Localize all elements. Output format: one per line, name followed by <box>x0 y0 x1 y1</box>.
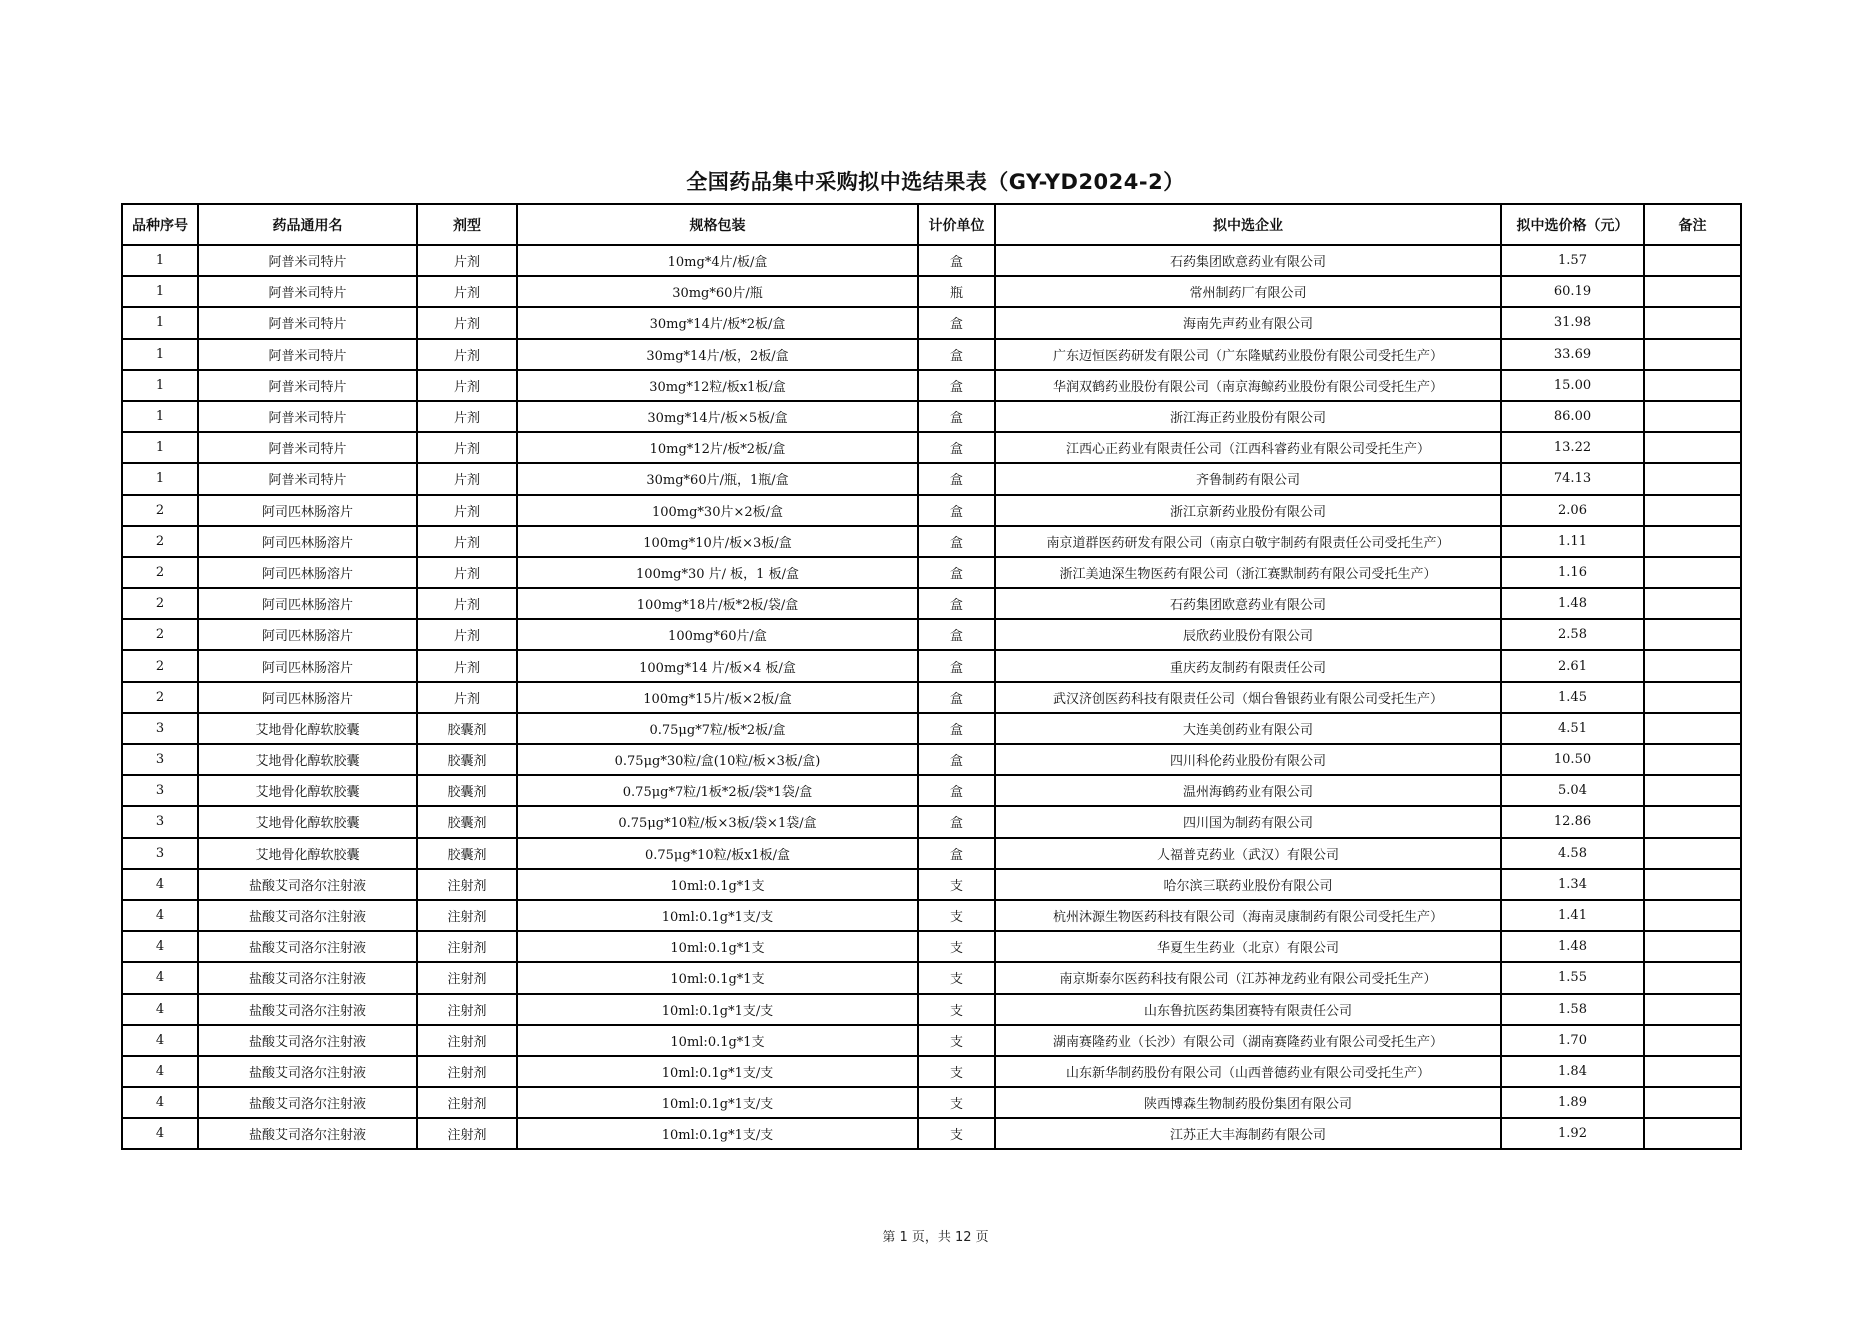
table-row <box>122 744 1741 775</box>
cell-name: 阿司匹林肠溶片 <box>198 495 417 526</box>
cell-company: 浙江京新药业股份有限公司 <box>995 495 1501 526</box>
cell-name: 盐酸艾司洛尔注射液 <box>198 900 417 931</box>
cell-unit: 盒 <box>918 650 995 681</box>
cell-name: 盐酸艾司洛尔注射液 <box>198 1118 417 1149</box>
cell-remark <box>1644 526 1741 557</box>
cell-form: 片剂 <box>417 245 517 276</box>
cell-unit: 盒 <box>918 370 995 401</box>
cell-unit: 盒 <box>918 526 995 557</box>
cell-unit: 盒 <box>918 775 995 806</box>
cell-price: 10.50 <box>1501 744 1644 775</box>
col-header-form: 剂型 <box>417 204 517 245</box>
cell-no: 1 <box>122 307 198 338</box>
cell-spec: 100mg*14 片/板×4 板/盒 <box>517 650 918 681</box>
table-row <box>122 557 1741 588</box>
table-row <box>122 650 1741 681</box>
cell-remark <box>1644 276 1741 307</box>
col-header-price: 拟中选价格（元） <box>1501 204 1644 245</box>
cell-remark <box>1644 1056 1741 1087</box>
cell-company: 齐鲁制药有限公司 <box>995 463 1501 494</box>
cell-name: 艾地骨化醇软胶囊 <box>198 838 417 869</box>
cell-name: 盐酸艾司洛尔注射液 <box>198 869 417 900</box>
cell-no: 4 <box>122 1087 198 1118</box>
cell-form: 胶囊剂 <box>417 806 517 837</box>
cell-spec: 0.75μg*10粒/板×3板/袋×1袋/盒 <box>517 806 918 837</box>
cell-price: 1.58 <box>1501 994 1644 1025</box>
cell-spec: 100mg*10片/板×3板/盒 <box>517 526 918 557</box>
cell-spec: 10ml:0.1g*1支/支 <box>517 994 918 1025</box>
cell-no: 3 <box>122 838 198 869</box>
cell-form: 片剂 <box>417 557 517 588</box>
cell-name: 阿司匹林肠溶片 <box>198 557 417 588</box>
cell-price: 2.06 <box>1501 495 1644 526</box>
cell-form: 片剂 <box>417 526 517 557</box>
cell-remark <box>1644 931 1741 962</box>
cell-no: 3 <box>122 744 198 775</box>
page-indicator: 第 1 页，共 12 页 <box>882 1230 989 1245</box>
cell-form: 注射剂 <box>417 1087 517 1118</box>
cell-unit: 支 <box>918 962 995 993</box>
cell-unit: 盒 <box>918 713 995 744</box>
cell-company: 浙江美迪深生物医药有限公司（浙江赛默制药有限公司受托生产） <box>995 557 1501 588</box>
cell-spec: 10ml:0.1g*1支 <box>517 962 918 993</box>
results-table <box>121 203 1742 1150</box>
table-row <box>122 806 1741 837</box>
table-row <box>122 588 1741 619</box>
cell-unit: 盒 <box>918 744 995 775</box>
cell-name: 艾地骨化醇软胶囊 <box>198 775 417 806</box>
cell-remark <box>1644 900 1741 931</box>
cell-unit: 支 <box>918 1025 995 1056</box>
cell-form: 注射剂 <box>417 1118 517 1149</box>
cell-name: 阿普米司特片 <box>198 370 417 401</box>
table-row <box>122 276 1741 307</box>
cell-no: 4 <box>122 1056 198 1087</box>
table-row <box>122 526 1741 557</box>
cell-no: 4 <box>122 900 198 931</box>
col-header-remark: 备注 <box>1644 204 1741 245</box>
cell-no: 4 <box>122 1118 198 1149</box>
cell-no: 4 <box>122 994 198 1025</box>
cell-price: 1.89 <box>1501 1087 1644 1118</box>
table-row <box>122 1025 1741 1056</box>
cell-spec: 10ml:0.1g*1支 <box>517 869 918 900</box>
cell-form: 注射剂 <box>417 869 517 900</box>
cell-unit: 盒 <box>918 339 995 370</box>
cell-spec: 30mg*60片/瓶 <box>517 276 918 307</box>
cell-no: 2 <box>122 650 198 681</box>
cell-form: 注射剂 <box>417 1056 517 1087</box>
cell-name: 盐酸艾司洛尔注射液 <box>198 962 417 993</box>
cell-company: 重庆药友制药有限责任公司 <box>995 650 1501 681</box>
cell-form: 片剂 <box>417 276 517 307</box>
table-row <box>122 1056 1741 1087</box>
cell-company: 四川科伦药业股份有限公司 <box>995 744 1501 775</box>
cell-name: 艾地骨化醇软胶囊 <box>198 806 417 837</box>
cell-remark <box>1644 1025 1741 1056</box>
cell-form: 注射剂 <box>417 994 517 1025</box>
cell-price: 13.22 <box>1501 432 1644 463</box>
cell-name: 盐酸艾司洛尔注射液 <box>198 1056 417 1087</box>
cell-no: 2 <box>122 682 198 713</box>
cell-no: 4 <box>122 962 198 993</box>
cell-remark <box>1644 370 1741 401</box>
cell-company: 广东迈恒医药研发有限公司（广东隆赋药业股份有限公司受托生产） <box>995 339 1501 370</box>
cell-price: 1.92 <box>1501 1118 1644 1149</box>
cell-name: 阿普米司特片 <box>198 401 417 432</box>
cell-form: 片剂 <box>417 463 517 494</box>
cell-remark <box>1644 245 1741 276</box>
cell-name: 盐酸艾司洛尔注射液 <box>198 931 417 962</box>
cell-remark <box>1644 650 1741 681</box>
cell-remark <box>1644 401 1741 432</box>
cell-unit: 瓶 <box>918 276 995 307</box>
cell-unit: 盒 <box>918 806 995 837</box>
cell-remark <box>1644 495 1741 526</box>
cell-name: 阿普米司特片 <box>198 276 417 307</box>
cell-name: 阿司匹林肠溶片 <box>198 650 417 681</box>
cell-company: 华润双鹤药业股份有限公司（南京海鲸药业股份有限公司受托生产） <box>995 370 1501 401</box>
cell-no: 2 <box>122 526 198 557</box>
col-header-spec: 规格包装 <box>517 204 918 245</box>
cell-unit: 盒 <box>918 557 995 588</box>
cell-unit: 盒 <box>918 495 995 526</box>
cell-no: 1 <box>122 276 198 307</box>
table-row <box>122 1118 1741 1149</box>
cell-form: 注射剂 <box>417 1025 517 1056</box>
cell-spec: 30mg*60片/瓶，1瓶/盒 <box>517 463 918 494</box>
cell-remark <box>1644 775 1741 806</box>
cell-remark <box>1644 432 1741 463</box>
cell-remark <box>1644 962 1741 993</box>
table-row <box>122 401 1741 432</box>
col-header-company: 拟中选企业 <box>995 204 1501 245</box>
table-row <box>122 245 1741 276</box>
cell-unit: 支 <box>918 900 995 931</box>
cell-no: 4 <box>122 931 198 962</box>
cell-company: 江西心正药业有限责任公司（江西科睿药业有限公司受托生产） <box>995 432 1501 463</box>
cell-remark <box>1644 744 1741 775</box>
cell-price: 2.58 <box>1501 619 1644 650</box>
cell-no: 1 <box>122 463 198 494</box>
cell-remark <box>1644 307 1741 338</box>
cell-price: 12.86 <box>1501 806 1644 837</box>
cell-price: 74.13 <box>1501 463 1644 494</box>
cell-no: 2 <box>122 619 198 650</box>
cell-company: 石药集团欧意药业有限公司 <box>995 588 1501 619</box>
cell-company: 南京道群医药研发有限公司（南京白敬宇制药有限责任公司受托生产） <box>995 526 1501 557</box>
table-row <box>122 713 1741 744</box>
cell-name: 阿普米司特片 <box>198 245 417 276</box>
table-row <box>122 900 1741 931</box>
cell-spec: 10ml:0.1g*1支/支 <box>517 1056 918 1087</box>
cell-price: 33.69 <box>1501 339 1644 370</box>
header-row <box>122 204 1741 245</box>
table-row <box>122 463 1741 494</box>
cell-price: 1.41 <box>1501 900 1644 931</box>
cell-remark <box>1644 994 1741 1025</box>
cell-price: 4.58 <box>1501 838 1644 869</box>
cell-price: 1.45 <box>1501 682 1644 713</box>
cell-spec: 10ml:0.1g*1支 <box>517 931 918 962</box>
cell-name: 艾地骨化醇软胶囊 <box>198 713 417 744</box>
cell-no: 2 <box>122 495 198 526</box>
cell-spec: 10ml:0.1g*1支/支 <box>517 900 918 931</box>
table-row <box>122 994 1741 1025</box>
cell-price: 1.55 <box>1501 962 1644 993</box>
cell-price: 2.61 <box>1501 650 1644 681</box>
cell-price: 1.48 <box>1501 931 1644 962</box>
col-header-unit: 计价单位 <box>918 204 995 245</box>
cell-remark <box>1644 682 1741 713</box>
document-title: 全国药品集中采购拟中选结果表（GY-YD2024-2） <box>686 170 1185 194</box>
cell-company: 陕西博森生物制药股份集团有限公司 <box>995 1087 1501 1118</box>
cell-form: 胶囊剂 <box>417 775 517 806</box>
cell-remark <box>1644 619 1741 650</box>
cell-unit: 支 <box>918 994 995 1025</box>
cell-company: 山东鲁抗医药集团赛特有限责任公司 <box>995 994 1501 1025</box>
cell-name: 阿司匹林肠溶片 <box>198 526 417 557</box>
cell-remark <box>1644 806 1741 837</box>
table-row <box>122 307 1741 338</box>
cell-spec: 30mg*14片/板*2板/盒 <box>517 307 918 338</box>
cell-spec: 0.75μg*30粒/盒(10粒/板×3板/盒) <box>517 744 918 775</box>
cell-company: 海南先声药业有限公司 <box>995 307 1501 338</box>
cell-form: 片剂 <box>417 619 517 650</box>
table-row <box>122 432 1741 463</box>
cell-company: 浙江海正药业股份有限公司 <box>995 401 1501 432</box>
cell-name: 盐酸艾司洛尔注射液 <box>198 994 417 1025</box>
cell-company: 温州海鹤药业有限公司 <box>995 775 1501 806</box>
cell-form: 片剂 <box>417 682 517 713</box>
cell-remark <box>1644 713 1741 744</box>
cell-form: 注射剂 <box>417 962 517 993</box>
cell-remark <box>1644 1118 1741 1149</box>
cell-company: 山东新华制药股份有限公司（山西普德药业有限公司受托生产） <box>995 1056 1501 1087</box>
cell-spec: 10mg*4片/板/盒 <box>517 245 918 276</box>
cell-company: 石药集团欧意药业有限公司 <box>995 245 1501 276</box>
cell-price: 1.48 <box>1501 588 1644 619</box>
cell-company: 大连美创药业有限公司 <box>995 713 1501 744</box>
cell-unit: 盒 <box>918 463 995 494</box>
cell-name: 阿司匹林肠溶片 <box>198 682 417 713</box>
table-row <box>122 838 1741 869</box>
cell-form: 胶囊剂 <box>417 838 517 869</box>
cell-price: 4.51 <box>1501 713 1644 744</box>
cell-price: 86.00 <box>1501 401 1644 432</box>
cell-form: 片剂 <box>417 307 517 338</box>
cell-form: 片剂 <box>417 339 517 370</box>
cell-spec: 10ml:0.1g*1支/支 <box>517 1118 918 1149</box>
cell-unit: 支 <box>918 1056 995 1087</box>
cell-name: 阿司匹林肠溶片 <box>198 588 417 619</box>
cell-spec: 30mg*12粒/板x1板/盒 <box>517 370 918 401</box>
cell-price: 60.19 <box>1501 276 1644 307</box>
cell-spec: 30mg*14片/板×5板/盒 <box>517 401 918 432</box>
cell-company: 四川国为制药有限公司 <box>995 806 1501 837</box>
cell-company: 江苏正大丰海制药有限公司 <box>995 1118 1501 1149</box>
cell-company: 杭州沐源生物医药科技有限公司（海南灵康制药有限公司受托生产） <box>995 900 1501 931</box>
cell-unit: 盒 <box>918 307 995 338</box>
cell-spec: 100mg*30 片/ 板，1 板/盒 <box>517 557 918 588</box>
cell-form: 片剂 <box>417 650 517 681</box>
cell-price: 5.04 <box>1501 775 1644 806</box>
cell-price: 1.70 <box>1501 1025 1644 1056</box>
cell-name: 阿普米司特片 <box>198 463 417 494</box>
cell-form: 片剂 <box>417 495 517 526</box>
cell-spec: 0.75μg*7粒/1板*2板/袋*1袋/盒 <box>517 775 918 806</box>
table-body <box>122 245 1741 1149</box>
table-row <box>122 495 1741 526</box>
cell-no: 1 <box>122 245 198 276</box>
cell-company: 武汉济创医药科技有限责任公司（烟台鲁银药业有限公司受托生产） <box>995 682 1501 713</box>
cell-spec: 0.75μg*10粒/板x1板/盒 <box>517 838 918 869</box>
cell-no: 2 <box>122 557 198 588</box>
cell-form: 片剂 <box>417 401 517 432</box>
cell-remark <box>1644 1087 1741 1118</box>
cell-no: 1 <box>122 432 198 463</box>
cell-spec: 30mg*14片/板，2板/盒 <box>517 339 918 370</box>
table-row <box>122 1087 1741 1118</box>
cell-form: 片剂 <box>417 370 517 401</box>
table-row <box>122 619 1741 650</box>
cell-form: 注射剂 <box>417 931 517 962</box>
cell-form: 胶囊剂 <box>417 713 517 744</box>
cell-company: 哈尔滨三联药业股份有限公司 <box>995 869 1501 900</box>
cell-no: 1 <box>122 339 198 370</box>
cell-spec: 0.75μg*7粒/板*2板/盒 <box>517 713 918 744</box>
cell-price: 1.16 <box>1501 557 1644 588</box>
cell-company: 湖南赛隆药业（长沙）有限公司（湖南赛隆药业有限公司受托生产） <box>995 1025 1501 1056</box>
table-row <box>122 931 1741 962</box>
cell-spec: 100mg*30片×2板/盒 <box>517 495 918 526</box>
table-row <box>122 869 1741 900</box>
cell-price: 1.84 <box>1501 1056 1644 1087</box>
table-row <box>122 962 1741 993</box>
table-row <box>122 339 1741 370</box>
cell-no: 1 <box>122 370 198 401</box>
cell-remark <box>1644 557 1741 588</box>
cell-form: 片剂 <box>417 588 517 619</box>
cell-remark <box>1644 463 1741 494</box>
cell-name: 阿普米司特片 <box>198 307 417 338</box>
cell-form: 胶囊剂 <box>417 744 517 775</box>
cell-company: 常州制药厂有限公司 <box>995 276 1501 307</box>
col-header-name: 药品通用名 <box>198 204 417 245</box>
cell-no: 1 <box>122 401 198 432</box>
cell-name: 阿普米司特片 <box>198 339 417 370</box>
cell-name: 盐酸艾司洛尔注射液 <box>198 1025 417 1056</box>
cell-unit: 支 <box>918 869 995 900</box>
col-header-no: 品种序号 <box>122 204 198 245</box>
cell-company: 人福普克药业（武汉）有限公司 <box>995 838 1501 869</box>
cell-price: 1.11 <box>1501 526 1644 557</box>
cell-price: 1.57 <box>1501 245 1644 276</box>
table-row <box>122 370 1741 401</box>
cell-unit: 盒 <box>918 682 995 713</box>
cell-name: 艾地骨化醇软胶囊 <box>198 744 417 775</box>
cell-spec: 10mg*12片/板*2板/盒 <box>517 432 918 463</box>
cell-company: 华夏生生药业（北京）有限公司 <box>995 931 1501 962</box>
cell-no: 4 <box>122 869 198 900</box>
cell-unit: 盒 <box>918 619 995 650</box>
cell-name: 阿普米司特片 <box>198 432 417 463</box>
cell-company: 南京斯泰尔医药科技有限公司（江苏神龙药业有限公司受托生产） <box>995 962 1501 993</box>
cell-no: 2 <box>122 588 198 619</box>
cell-spec: 100mg*60片/盒 <box>517 619 918 650</box>
cell-unit: 盒 <box>918 245 995 276</box>
table-row <box>122 775 1741 806</box>
cell-price: 15.00 <box>1501 370 1644 401</box>
cell-unit: 盒 <box>918 838 995 869</box>
cell-company: 辰欣药业股份有限公司 <box>995 619 1501 650</box>
cell-no: 3 <box>122 806 198 837</box>
cell-unit: 盒 <box>918 588 995 619</box>
cell-unit: 支 <box>918 931 995 962</box>
cell-price: 1.34 <box>1501 869 1644 900</box>
cell-spec: 10ml:0.1g*1支 <box>517 1025 918 1056</box>
cell-name: 盐酸艾司洛尔注射液 <box>198 1087 417 1118</box>
cell-remark <box>1644 339 1741 370</box>
cell-remark <box>1644 588 1741 619</box>
cell-no: 4 <box>122 1025 198 1056</box>
cell-price: 31.98 <box>1501 307 1644 338</box>
cell-spec: 100mg*15片/板×2板/盒 <box>517 682 918 713</box>
cell-name: 阿司匹林肠溶片 <box>198 619 417 650</box>
cell-remark <box>1644 869 1741 900</box>
table-row <box>122 682 1741 713</box>
cell-unit: 支 <box>918 1087 995 1118</box>
cell-unit: 盒 <box>918 432 995 463</box>
cell-no: 3 <box>122 775 198 806</box>
cell-form: 片剂 <box>417 432 517 463</box>
cell-form: 注射剂 <box>417 900 517 931</box>
cell-spec: 100mg*18片/板*2板/袋/盒 <box>517 588 918 619</box>
cell-spec: 10ml:0.1g*1支/支 <box>517 1087 918 1118</box>
cell-remark <box>1644 838 1741 869</box>
cell-unit: 盒 <box>918 401 995 432</box>
cell-unit: 支 <box>918 1118 995 1149</box>
cell-no: 3 <box>122 713 198 744</box>
